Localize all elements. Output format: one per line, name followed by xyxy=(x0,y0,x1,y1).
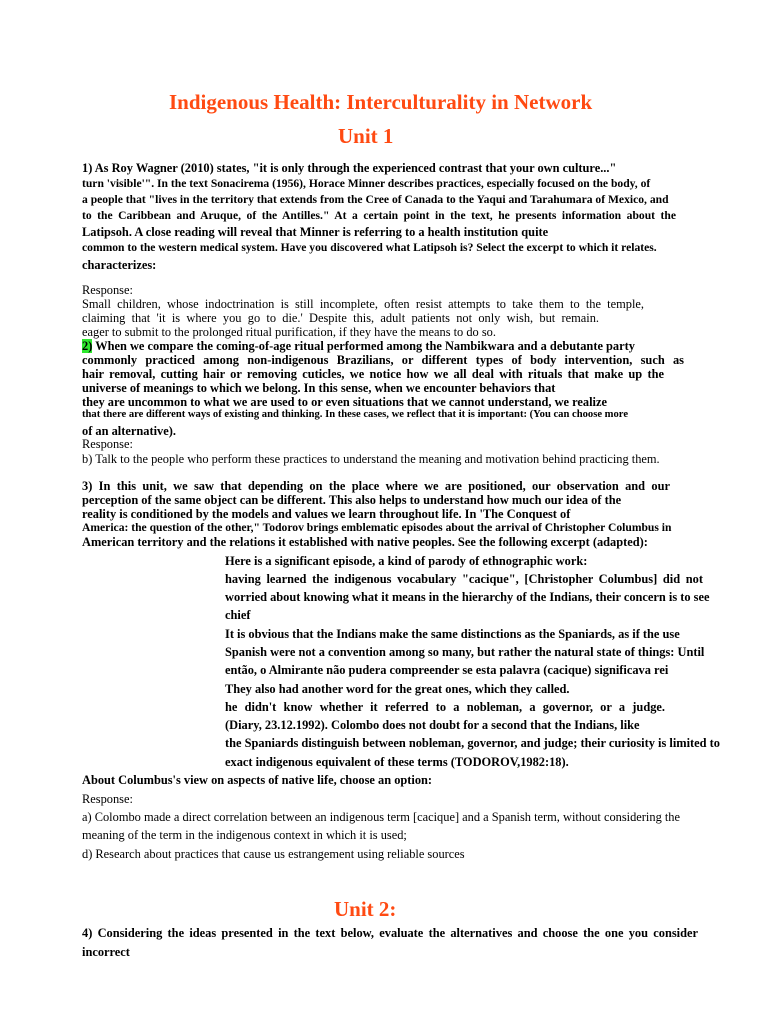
q3-line-5: American territory and the relations it established with native peoples. See the following excerpt (adapted): xyxy=(82,535,648,549)
q1-response-label: Response: xyxy=(82,283,133,297)
q4-line-1: 4) Considering the ideas presented in the text below, evaluate the alternatives and choose the one you consider xyxy=(82,926,698,940)
quote-line-8: They also had another word for the great ones, which they called. xyxy=(225,682,570,696)
q1-line-1: 1) As Roy Wagner (2010) states, "it is only through the experienced contrast that your own culture..." xyxy=(82,161,617,175)
quote-line-3: worried about knowing what it means in the hierarchy of the Indians, their concern is to see xyxy=(225,590,710,604)
q3-response-line-3: d) Research about practices that cause us estrangement using reliable sources xyxy=(82,847,465,861)
q1-line-4: to the Caribbean and Aruque, of the Antilles." At a certain point in the text, he presents information about the xyxy=(82,209,676,222)
q1-response-line-3: eager to submit to the prolonged ritual purification, if they have the means to do so. xyxy=(82,325,496,339)
quote-line-2: having learned the indigenous vocabulary "cacique", [Christopher Columbus] did not xyxy=(225,572,703,586)
page-title: Indigenous Health: Interculturality in Network xyxy=(169,90,593,114)
q2-line-1-text: When we compare the coming-of-age ritual performed among the Nambikwara and a debutante party xyxy=(92,339,635,353)
q1-response-line-2: claiming that 'it is where you go to die.' Despite this, adult patients not only wish, but remain. xyxy=(82,311,599,325)
q2-line-2: commonly practiced among non-indigenous Brazilians, or different types of body intervention, such as xyxy=(82,353,684,367)
q3-line-3: reality is conditioned by the models and values we learn throughout life. In 'The Conquest of xyxy=(82,507,571,521)
q1-line-5: Latipsoh. A close reading will reveal that Minner is referring to a health institution quite xyxy=(82,225,549,239)
quote-line-9: he didn't know whether it referred to a nobleman, a governor, or a judge. xyxy=(225,700,665,714)
quote-line-12: exact indigenous equivalent of these terms (TODOROV,1982:18). xyxy=(225,755,569,769)
unit-2-heading: Unit 2: xyxy=(334,897,397,921)
quote-line-6: Spanish were not a convention among so many, but rather the natural state of things: Until xyxy=(225,645,705,659)
quote-line-10: (Diary, 23.12.1992). Colombo does not doubt for a second that the Indians, like xyxy=(225,718,640,732)
unit-1-heading: Unit 1 xyxy=(338,124,394,148)
q1-response-line-1: Small children, whose indoctrination is still incomplete, often resist attempts to take them to the temple, xyxy=(82,297,644,311)
q2-response-line-1: b) Talk to the people who perform these practices to understand the meaning and motivation behind practicing them. xyxy=(82,452,660,466)
q1-line-7: characterizes: xyxy=(82,258,157,272)
q4-line-2: incorrect xyxy=(82,945,130,959)
q3-response-label: Response: xyxy=(82,792,133,806)
q2-line-5: they are uncommon to what we are used to or even situations that we cannot understand, we realize xyxy=(82,395,607,409)
quote-line-7: então, o Almirante não pudera compreender se esta palavra (cacique) significava rei xyxy=(225,663,669,677)
q1-line-6: common to the western medical system. Have you discovered what Latipsoh is? Select the excerpt to which it relates. xyxy=(82,241,657,254)
quote-line-11: the Spaniards distinguish between nobleman, governor, and judge; their curiosity is limited to xyxy=(225,736,720,750)
q3-line-1: 3) In this unit, we saw that depending on the place where we are positioned, our observation and our xyxy=(82,479,670,493)
q2-line-7: of an alternative). xyxy=(82,424,176,438)
q2-response-label: Response: xyxy=(82,437,133,451)
quote-line-1: Here is a significant episode, a kind of parody of ethnographic work: xyxy=(225,554,588,568)
quote-line-5: It is obvious that the Indians make the same distinctions as the Spaniards, as if the use xyxy=(225,627,680,641)
q2-number-highlight: 2) xyxy=(82,339,93,353)
q2-line-4: universe of meanings to which we belong. In this sense, when we encounter behaviors that xyxy=(82,381,556,395)
q2-line-1 xyxy=(82,339,635,354)
q3-line-2: perception of the same object can be different. This also helps to understand how much our idea of the xyxy=(82,493,622,507)
q1-line-3: a people that "lives in the territory that extends from the Cree of Canada to the Yaqui and Tarahumara of Mexico, and xyxy=(82,193,669,206)
q3-question: About Columbus's view on aspects of native life, choose an option: xyxy=(82,773,433,787)
quote-line-4: chief xyxy=(225,608,251,622)
q3-response-line-1: a) Colombo made a direct correlation between an indigenous term [cacique] and a Spanish term, without considering the xyxy=(82,810,680,824)
q2-line-3: hair removal, cutting hair or removing cuticles, we notice how we all deal with rituals that make up the xyxy=(82,367,664,381)
q2-line-6: that there are different ways of existing and thinking. In these cases, we reflect that it is important: (You can choose more xyxy=(82,409,629,420)
q1-line-2: turn 'visible'". In the text Sonacirema (1956), Horace Minner describes practices, especially focused on the body, of xyxy=(82,177,651,190)
q3-response-line-2: meaning of the term in the indigenous context in which it is used; xyxy=(82,828,407,842)
q3-line-4: America: the question of the other," Todorov brings emblematic episodes about the arrival of Christopher Columbus in xyxy=(82,521,672,534)
